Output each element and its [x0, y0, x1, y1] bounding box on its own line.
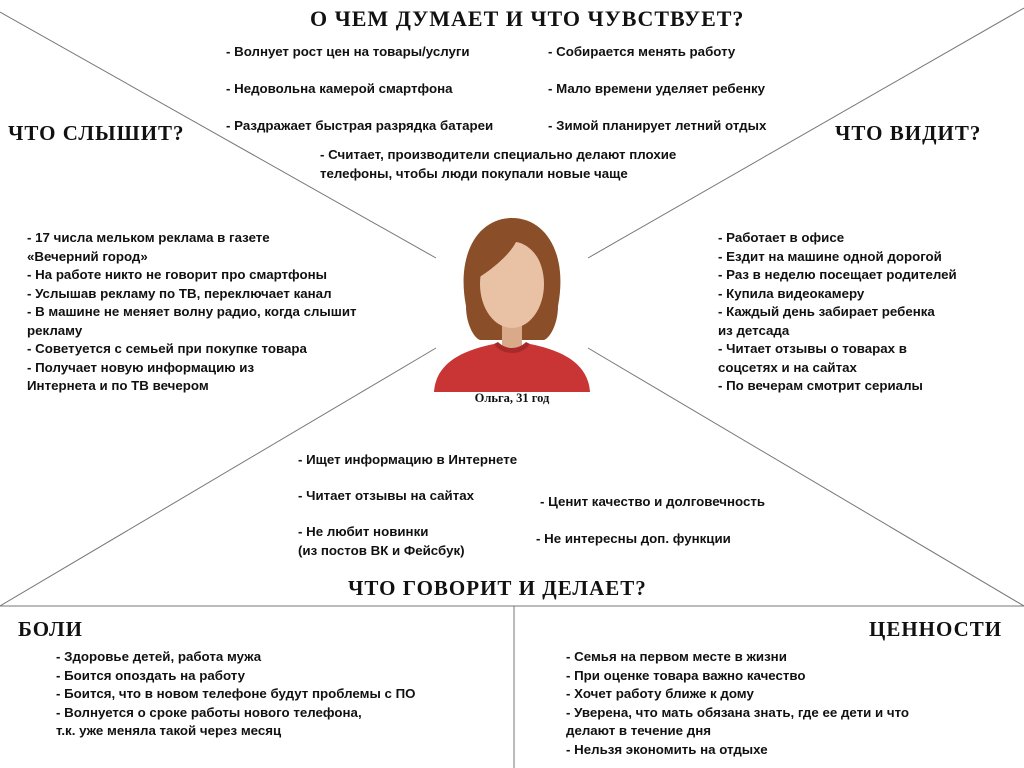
says-item-group: [298, 523, 465, 560]
heading-thinks-feels: О ЧЕМ ДУМАЕТ И ЧТО ЧУВСТВУЕТ?: [310, 6, 745, 31]
values-item: - Уверена, что мать обязана знать, где ее дети и что: [566, 704, 910, 720]
pains-item: - Волнуется о сроке работы нового телефона,: [56, 704, 362, 720]
heading-values: ЦЕННОСТИ: [869, 617, 1003, 641]
thinks-item: - Волнует рост цен на товары/услуги: [226, 44, 470, 59]
sees-item: - Работает в офисе: [718, 230, 845, 245]
values-item: - Семья на первом месте в жизни: [566, 649, 787, 664]
thinks-item: - Недовольна камерой смартфона: [226, 81, 453, 96]
pains-list: [56, 648, 416, 741]
sees-list: [718, 229, 957, 396]
hears-item: «Вечерний город»: [27, 248, 148, 264]
says-item: - Ценит качество и долговечность: [540, 494, 766, 509]
says-item: (из постов ВК и Фейсбук): [298, 542, 465, 558]
hears-item: - В машине не меняет волну радио, когда слышит: [27, 304, 357, 319]
hears-item: - 17 числа мельком реклама в газете: [27, 230, 270, 245]
values-item: - При оценке товара важно качество: [566, 667, 806, 683]
sees-item: - Купила видеокамеру: [718, 285, 865, 301]
says-item: - Ищет информацию в Интернете: [298, 452, 518, 467]
thinks-item: - Мало времени уделяет ребенку: [548, 81, 766, 96]
sees-item: - Раз в неделю посещает родителей: [718, 267, 957, 282]
values-item: - Хочет работу ближе к дому: [566, 686, 754, 701]
hears-item: рекламу: [27, 322, 83, 338]
pains-item: т.к. уже меняла такой через месяц: [56, 723, 282, 738]
sees-item: - Каждый день забирает ребенка: [718, 304, 935, 319]
thinks-item: - Собирается менять работу: [548, 44, 736, 59]
heading-says-does: ЧТО ГОВОРИТ И ДЕЛАЕТ?: [348, 576, 647, 600]
thinks-item: - Раздражает быстрая разрядка батареи: [226, 118, 494, 133]
thinks-item: - Зимой планирует летний отдых: [548, 118, 767, 133]
sees-item: - Ездит на машине одной дорогой: [718, 248, 942, 264]
sees-item: - По вечерам смотрит сериалы: [718, 378, 923, 393]
persona-avatar: [434, 214, 590, 394]
sees-item: - Читает отзывы о товарах в: [718, 341, 907, 356]
sees-item: соцсетях и на сайтах: [718, 359, 857, 375]
says-item: - Не интересны доп. функции: [536, 531, 731, 546]
heading-hears: ЧТО СЛЫШИТ?: [8, 121, 185, 145]
thinks-item: - Считает, производители специально делают плохие: [320, 147, 677, 162]
hears-item: - На работе никто не говорит про смартфоны: [27, 267, 328, 282]
pains-item: - Боится, что в новом телефоне будут проблемы с ПО: [56, 686, 416, 701]
says-item: - Не любит новинки: [298, 524, 429, 539]
hears-item: - Советуется с семьей при покупке товара: [27, 341, 307, 356]
heading-sees: ЧТО ВИДИТ?: [835, 121, 982, 145]
pains-item: - Боится опоздать на работу: [56, 667, 245, 683]
values-list: [566, 648, 909, 759]
hears-list: [27, 229, 357, 396]
values-item: делают в течение дня: [566, 723, 711, 738]
sees-item: из детсада: [718, 322, 790, 338]
hears-item: Интернета и по ТВ вечером: [27, 378, 209, 393]
hears-item: - Получает новую информацию из: [27, 359, 255, 375]
pains-item: - Здоровье детей, работа мужа: [56, 649, 262, 664]
hears-item: - Услышав рекламу по ТВ, переключает канал: [27, 285, 332, 301]
thinks-bottom-text: [320, 146, 676, 183]
values-item: - Нельзя экономить на отдыхе: [566, 741, 768, 757]
thinks-item: телефоны, чтобы люди покупали новые чаще: [320, 165, 628, 181]
says-item: - Читает отзывы на сайтах: [298, 488, 475, 503]
persona-caption: Ольга, 31 год: [474, 391, 550, 405]
heading-pains: БОЛИ: [18, 617, 84, 641]
